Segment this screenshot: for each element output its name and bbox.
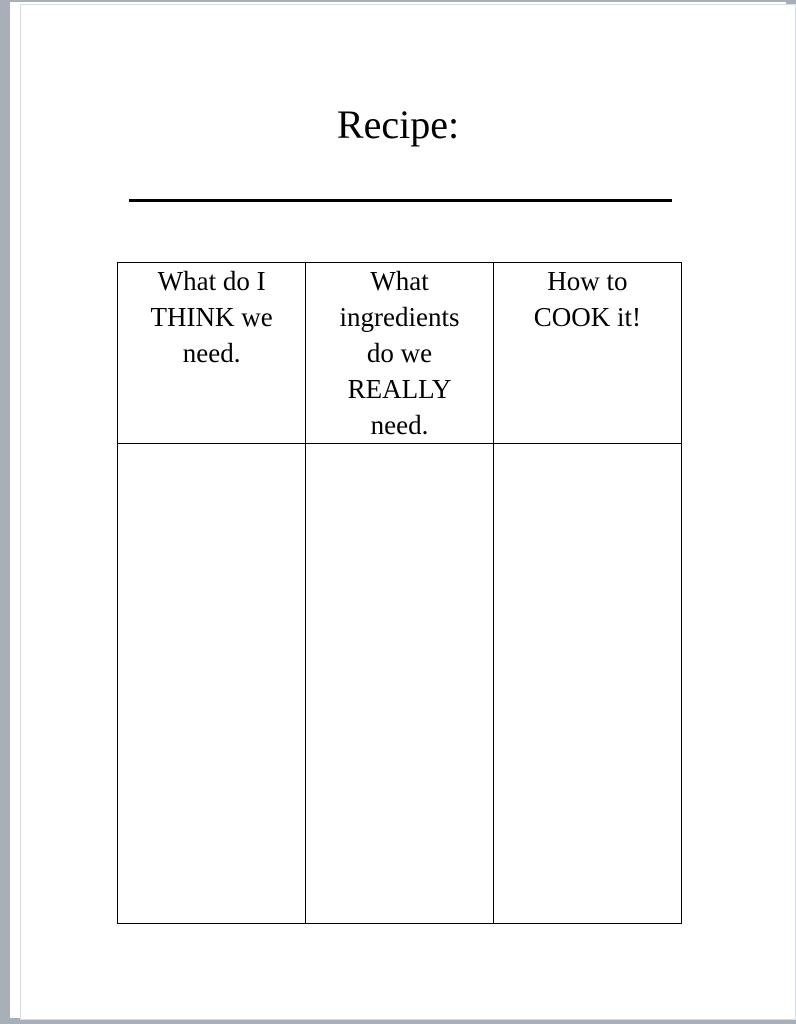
recipe-name-blank-line [129, 199, 672, 202]
header-cell-how-to-cook [493, 263, 681, 444]
table-answer-row [118, 444, 682, 924]
header-how-to-cook-label: How to COOK it! [533, 266, 641, 332]
header-real-ingredients-label: What ingredients do we REALLY need. [339, 266, 460, 440]
think-needs-answer-cell[interactable] [118, 444, 306, 924]
real-ingredients-answer-cell[interactable] [306, 444, 493, 924]
header-cell-real-ingredients [306, 263, 493, 444]
recipe-title: Recipe: [336, 102, 460, 147]
how-to-cook-answer-cell[interactable] [493, 444, 681, 924]
header-think-needs-label: What do I THINK we need. [150, 266, 273, 368]
recipe-worksheet-table [117, 262, 682, 924]
table-header-row [118, 263, 682, 444]
header-cell-think-needs [118, 263, 306, 444]
